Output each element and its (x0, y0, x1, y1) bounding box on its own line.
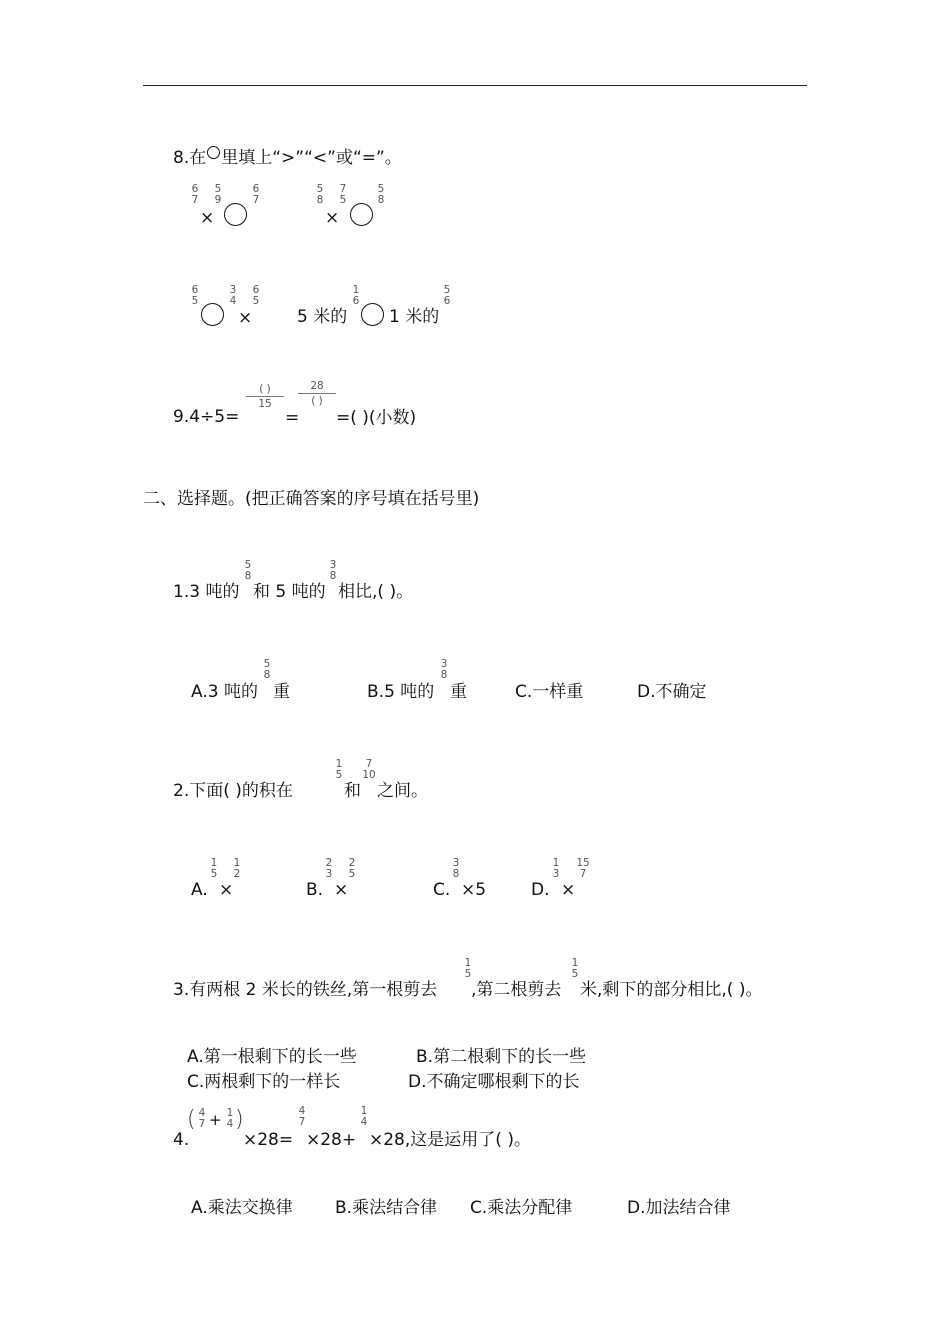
fraction: 6 7 (252, 183, 260, 206)
fraction: 4 7 (298, 1105, 306, 1128)
times-sign: × (325, 208, 340, 228)
fraction: 5 8 (316, 183, 324, 206)
fraction: 6 5 (191, 284, 199, 307)
option-d[interactable]: D.不确定 (637, 682, 707, 702)
compare-circle[interactable] (224, 203, 247, 226)
mc3-text: ,第二根剪去 (471, 980, 562, 1000)
mc3-answer-blank[interactable]: 米,剩下的部分相比,( )。 (580, 980, 763, 1000)
mc1-answer-blank[interactable]: 相比,( )。 (338, 582, 414, 602)
mc4-number: 4. (173, 1130, 190, 1150)
mc1-text: 和 5 吨的 (253, 582, 326, 602)
option-a[interactable]: A.第一根剩下的长一些 (187, 1047, 357, 1067)
mc2-text: 之间。 (377, 781, 428, 801)
option-b-tail: 重 (450, 682, 467, 702)
plus-sign: + (209, 1111, 222, 1129)
option-a[interactable]: A.乘法交换律 (191, 1198, 293, 1218)
mc2-text: 和 (344, 781, 361, 801)
fraction: 5 8 (244, 559, 252, 582)
option-d[interactable]: D.加法结合律 (627, 1198, 731, 1218)
times-sign: × (334, 880, 349, 900)
option-c-tail: ×5 (461, 880, 487, 900)
fraction: 2 5 (348, 857, 356, 880)
q8-item4-right-text: 1 米的 (389, 307, 440, 327)
times-sign: × (561, 880, 576, 900)
fraction: 7 10 (362, 758, 376, 781)
section-title: 二、选择题。(把正确答案的序号填在括号里) (143, 489, 480, 509)
fraction: 15 7 (576, 857, 590, 880)
fraction: 1 5 (335, 758, 343, 781)
equals-sign: = (285, 408, 300, 428)
option-c[interactable]: C.两根剩下的一样长 (187, 1072, 341, 1092)
times-sign: × (200, 208, 215, 228)
mc4-text: ×28= (243, 1130, 294, 1150)
fraction: 3 4 (229, 284, 237, 307)
fraction: 2 3 (325, 857, 333, 880)
mc1-text: 1.3 吨的 (173, 582, 240, 602)
option-c[interactable]: C.乘法分配律 (470, 1198, 573, 1218)
fraction: 1 5 (210, 857, 218, 880)
left-paren: ( (187, 1107, 196, 1132)
fraction: 5 6 (443, 284, 451, 307)
times-sign: × (238, 308, 253, 328)
right-paren: ) (235, 1107, 244, 1132)
compare-circle[interactable] (350, 203, 373, 226)
mc3-text: 3.有两根 2 米长的铁丝,第一根剪去 (173, 980, 438, 1000)
fraction: 1 5 (571, 957, 579, 980)
option-b[interactable]: B.5 吨的 (367, 682, 435, 702)
fraction: 1 4 (360, 1105, 368, 1128)
fraction: 6 7 (191, 183, 199, 206)
compare-circle[interactable] (201, 303, 224, 326)
q9-answer-blank[interactable]: =( )(小数) (336, 408, 417, 428)
option-a[interactable]: A. (191, 880, 208, 900)
fraction: 6 5 (252, 284, 260, 307)
option-a[interactable]: A.3 吨的 (191, 682, 258, 702)
fraction: 3 8 (440, 658, 448, 681)
fraction: 3 8 (329, 559, 337, 582)
fraction: 1 5 (464, 957, 472, 980)
option-d[interactable]: D.不确定哪根剩下的长 (408, 1072, 580, 1092)
mc4-answer-blank[interactable]: ×28,这是运用了( )。 (369, 1130, 531, 1150)
option-b[interactable]: B.第二根剩下的长一些 (416, 1047, 587, 1067)
q9-expression: 9.4÷5= (173, 407, 240, 427)
fraction: 1 6 (352, 284, 360, 307)
fraction: 1 2 (233, 857, 241, 880)
option-d[interactable]: D. (531, 880, 550, 900)
option-c[interactable]: C. (433, 880, 451, 900)
q8-instruction: 8.在 里填上“>”“<”或“=”。 (173, 148, 402, 168)
mc2-text[interactable]: 2.下面( )的积在 (173, 781, 293, 801)
header-rule (143, 85, 807, 86)
fraction: 5 8 (263, 658, 271, 681)
option-a-tail: 重 (273, 682, 290, 702)
option-c[interactable]: C.一样重 (515, 682, 584, 702)
fraction: 3 8 (452, 857, 460, 880)
fraction: 5 8 (377, 183, 385, 206)
option-b[interactable]: B. (306, 880, 324, 900)
blank-fraction-1: ( ) 15 (246, 383, 284, 410)
fraction: 5 9 (214, 183, 222, 206)
option-b[interactable]: B.乘法结合律 (335, 1198, 438, 1218)
mc4-text: ×28+ (306, 1130, 357, 1150)
fraction: 1 4 (226, 1107, 234, 1130)
compare-circle[interactable] (361, 303, 384, 326)
circle-icon (207, 146, 220, 159)
blank-fraction-2: 28 ( ) (298, 380, 336, 407)
fraction: 1 3 (552, 857, 560, 880)
fraction: 4 7 (198, 1107, 206, 1130)
times-sign: × (219, 880, 234, 900)
q8-item4-left-text: 5 米的 (297, 307, 348, 327)
fraction: 7 5 (339, 183, 347, 206)
